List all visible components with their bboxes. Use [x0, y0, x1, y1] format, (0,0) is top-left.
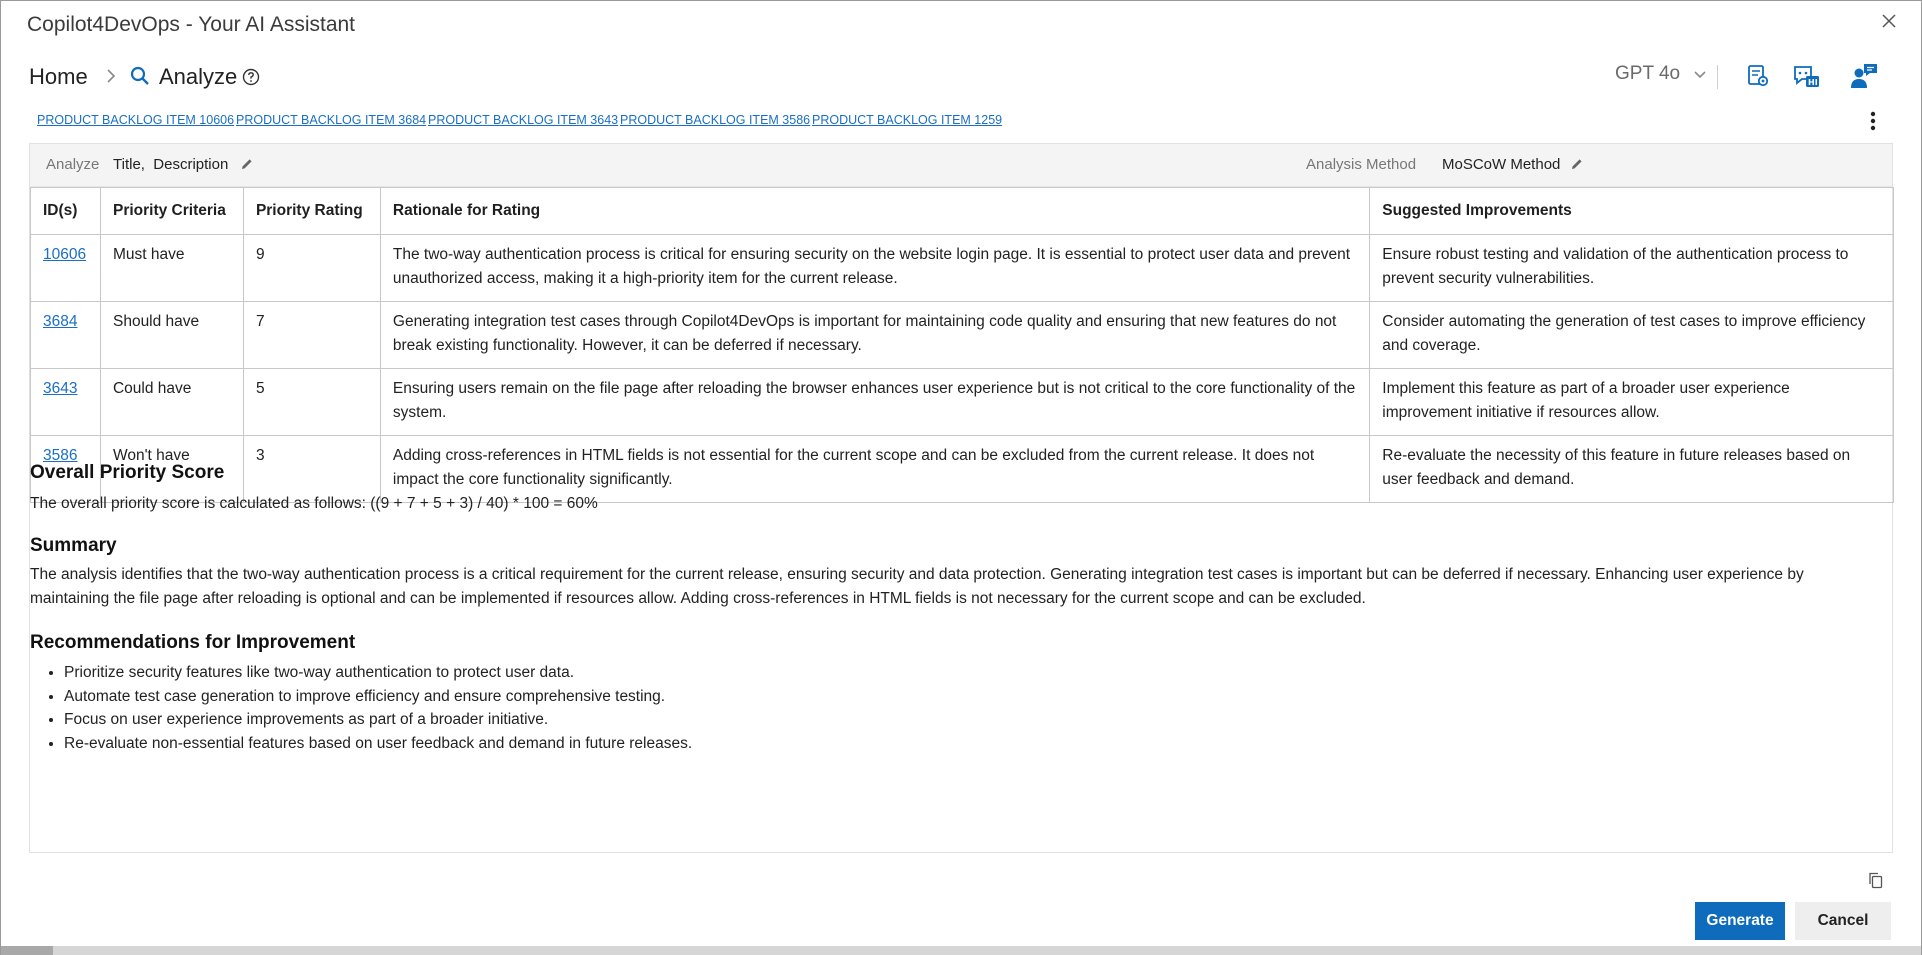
recommendations-list	[60, 661, 692, 755]
analyze-label: Analyze	[46, 156, 100, 173]
criteria-cell: Should have	[100, 302, 243, 369]
summary-heading: Summary	[30, 535, 117, 556]
help-icon[interactable]	[242, 68, 260, 86]
chat-hi-icon[interactable]	[1791, 61, 1821, 91]
priority-table	[30, 187, 1894, 503]
criteria-cell: Could have	[100, 369, 243, 436]
search-icon	[129, 65, 151, 87]
breadcrumb-current: Analyze	[159, 64, 238, 89]
window-title: Copilot4DevOps - Your AI Assistant	[27, 13, 356, 36]
close-icon[interactable]	[1879, 11, 1899, 31]
score-heading: Overall Priority Score	[30, 462, 225, 483]
model-selected-label: GPT 4o	[1615, 63, 1681, 84]
work-item-link[interactable]: PRODUCT BACKLOG ITEM 1259	[812, 113, 1003, 127]
rationale-cell: Ensuring users remain on the file page after reloading the browser enhances user experience but is not critical to the core functionality of the system.	[380, 369, 1369, 436]
improvement-cell: Ensure robust testing and validation of the authentication process to prevent security vulnerabilities.	[1370, 235, 1894, 302]
analysis-method-value: MoSCoW Method	[1442, 156, 1561, 173]
bottom-scroll-strip	[1, 946, 1921, 955]
chevron-right-icon	[104, 67, 118, 85]
rating-cell: 3	[243, 436, 380, 503]
copy-icon[interactable]	[1867, 871, 1885, 889]
work-item-link[interactable]: PRODUCT BACKLOG ITEM 3684	[236, 113, 427, 127]
column-header: Rationale for Rating	[380, 188, 1369, 235]
table-header-row	[31, 188, 1894, 235]
rating-cell: 5	[243, 369, 380, 436]
list-item: • Automate test case generation to improve efficiency and ensure comprehensive testing.	[64, 685, 692, 709]
criteria-cell: Must have	[100, 235, 243, 302]
table-row	[31, 235, 1894, 302]
table-row	[31, 302, 1894, 369]
improvement-cell: Implement this feature as part of a broader user experience improvement initiative if resources allow.	[1370, 369, 1894, 436]
generate-button[interactable]: Generate	[1695, 902, 1785, 940]
rationale-cell: Adding cross-references in HTML fields is not essential for the current scope and can be excluded from the current release. It does not impact the core functionality significantly.	[380, 436, 1369, 503]
column-header: Priority Rating	[243, 188, 380, 235]
column-header: Priority Criteria	[100, 188, 243, 235]
list-item: • Prioritize security features like two-way authentication to protect user data.	[64, 661, 692, 685]
id-cell	[31, 235, 101, 302]
list-item: • Re-evaluate non-essential features based on user feedback and demand in future releases.	[64, 732, 692, 756]
rationale-cell: Generating integration test cases through Copilot4DevOps is important for maintaining code quality and ensuring that new features do not break existing functionality. However, it can be deferred if necessary.	[380, 302, 1369, 369]
header-bar	[1, 57, 1921, 97]
rationale-cell: The two-way authentication process is critical for ensuring security on the website login page. It is essential to protect user data and prevent unauthorized access, making it a high-priority item for the current release.	[380, 235, 1369, 302]
work-item-link[interactable]: PRODUCT BACKLOG ITEM 3586	[620, 113, 811, 127]
work-item-id-link[interactable]: 10606	[43, 246, 87, 263]
scroll-thumb[interactable]	[1, 946, 53, 955]
id-cell	[31, 302, 101, 369]
analyze-fields-value: Title, Description	[113, 156, 229, 173]
work-item-link[interactable]: PRODUCT BACKLOG ITEM 10606	[37, 113, 235, 127]
breadcrumb-home[interactable]: Home	[29, 64, 88, 89]
criteria-cell: Won't have	[100, 436, 243, 503]
rating-cell: 9	[243, 235, 380, 302]
cancel-button[interactable]: Cancel	[1795, 902, 1891, 940]
analysis-toolbar	[30, 144, 1892, 187]
header-divider	[1717, 65, 1718, 89]
pencil-icon[interactable]	[240, 157, 254, 171]
svg-text:HI: HI	[1808, 78, 1818, 87]
list-item: • Focus on user experience improvements as part of a broader initiative.	[64, 708, 692, 732]
column-header: Suggested Improvements	[1370, 188, 1894, 235]
summary-text: The analysis identifies that the two-way authentication process is a critical requirement for the current release, ensuring security and data protection. Generating integration test cases is important but can be deferred if necessary. Enhancing user experience by maintaining the file page after reloading is optional and can be implemented if resources allow. Adding cross-references in HTML fields is not necessary for the current scope and can be excluded.	[30, 566, 1804, 607]
improvement-cell: Consider automating the generation of test cases to improve efficiency and coverage.	[1370, 302, 1894, 369]
score-text: The overall priority score is calculated as follows: ((9 + 7 + 5 + 3) / 40) * 100 = 60%	[30, 495, 598, 512]
more-vertical-icon[interactable]	[1865, 109, 1881, 133]
analysis-method-label: Analysis Method	[1306, 156, 1417, 173]
column-header: ID(s)	[31, 188, 101, 235]
recommendations-heading: Recommendations for Improvement	[30, 632, 356, 653]
rating-cell: 7	[243, 302, 380, 369]
work-item-id-link[interactable]: 3586	[43, 447, 78, 464]
analysis-panel	[29, 143, 1893, 853]
improvement-cell: Re-evaluate the necessity of this feature in future releases based on user feedback and demand.	[1370, 436, 1894, 503]
table-row	[31, 369, 1894, 436]
chevron-down-icon	[1693, 69, 1707, 81]
title-bar	[1, 1, 1921, 49]
model-dropdown[interactable]	[1615, 63, 1707, 89]
id-cell	[31, 369, 101, 436]
user-chat-icon[interactable]	[1849, 61, 1879, 91]
document-settings-icon[interactable]	[1743, 61, 1773, 91]
work-item-link[interactable]: PRODUCT BACKLOG ITEM 3643	[428, 113, 619, 127]
work-item-id-link[interactable]: 3684	[43, 313, 78, 330]
pencil-icon[interactable]	[1570, 157, 1584, 171]
work-item-id-link[interactable]: 3643	[43, 380, 78, 397]
